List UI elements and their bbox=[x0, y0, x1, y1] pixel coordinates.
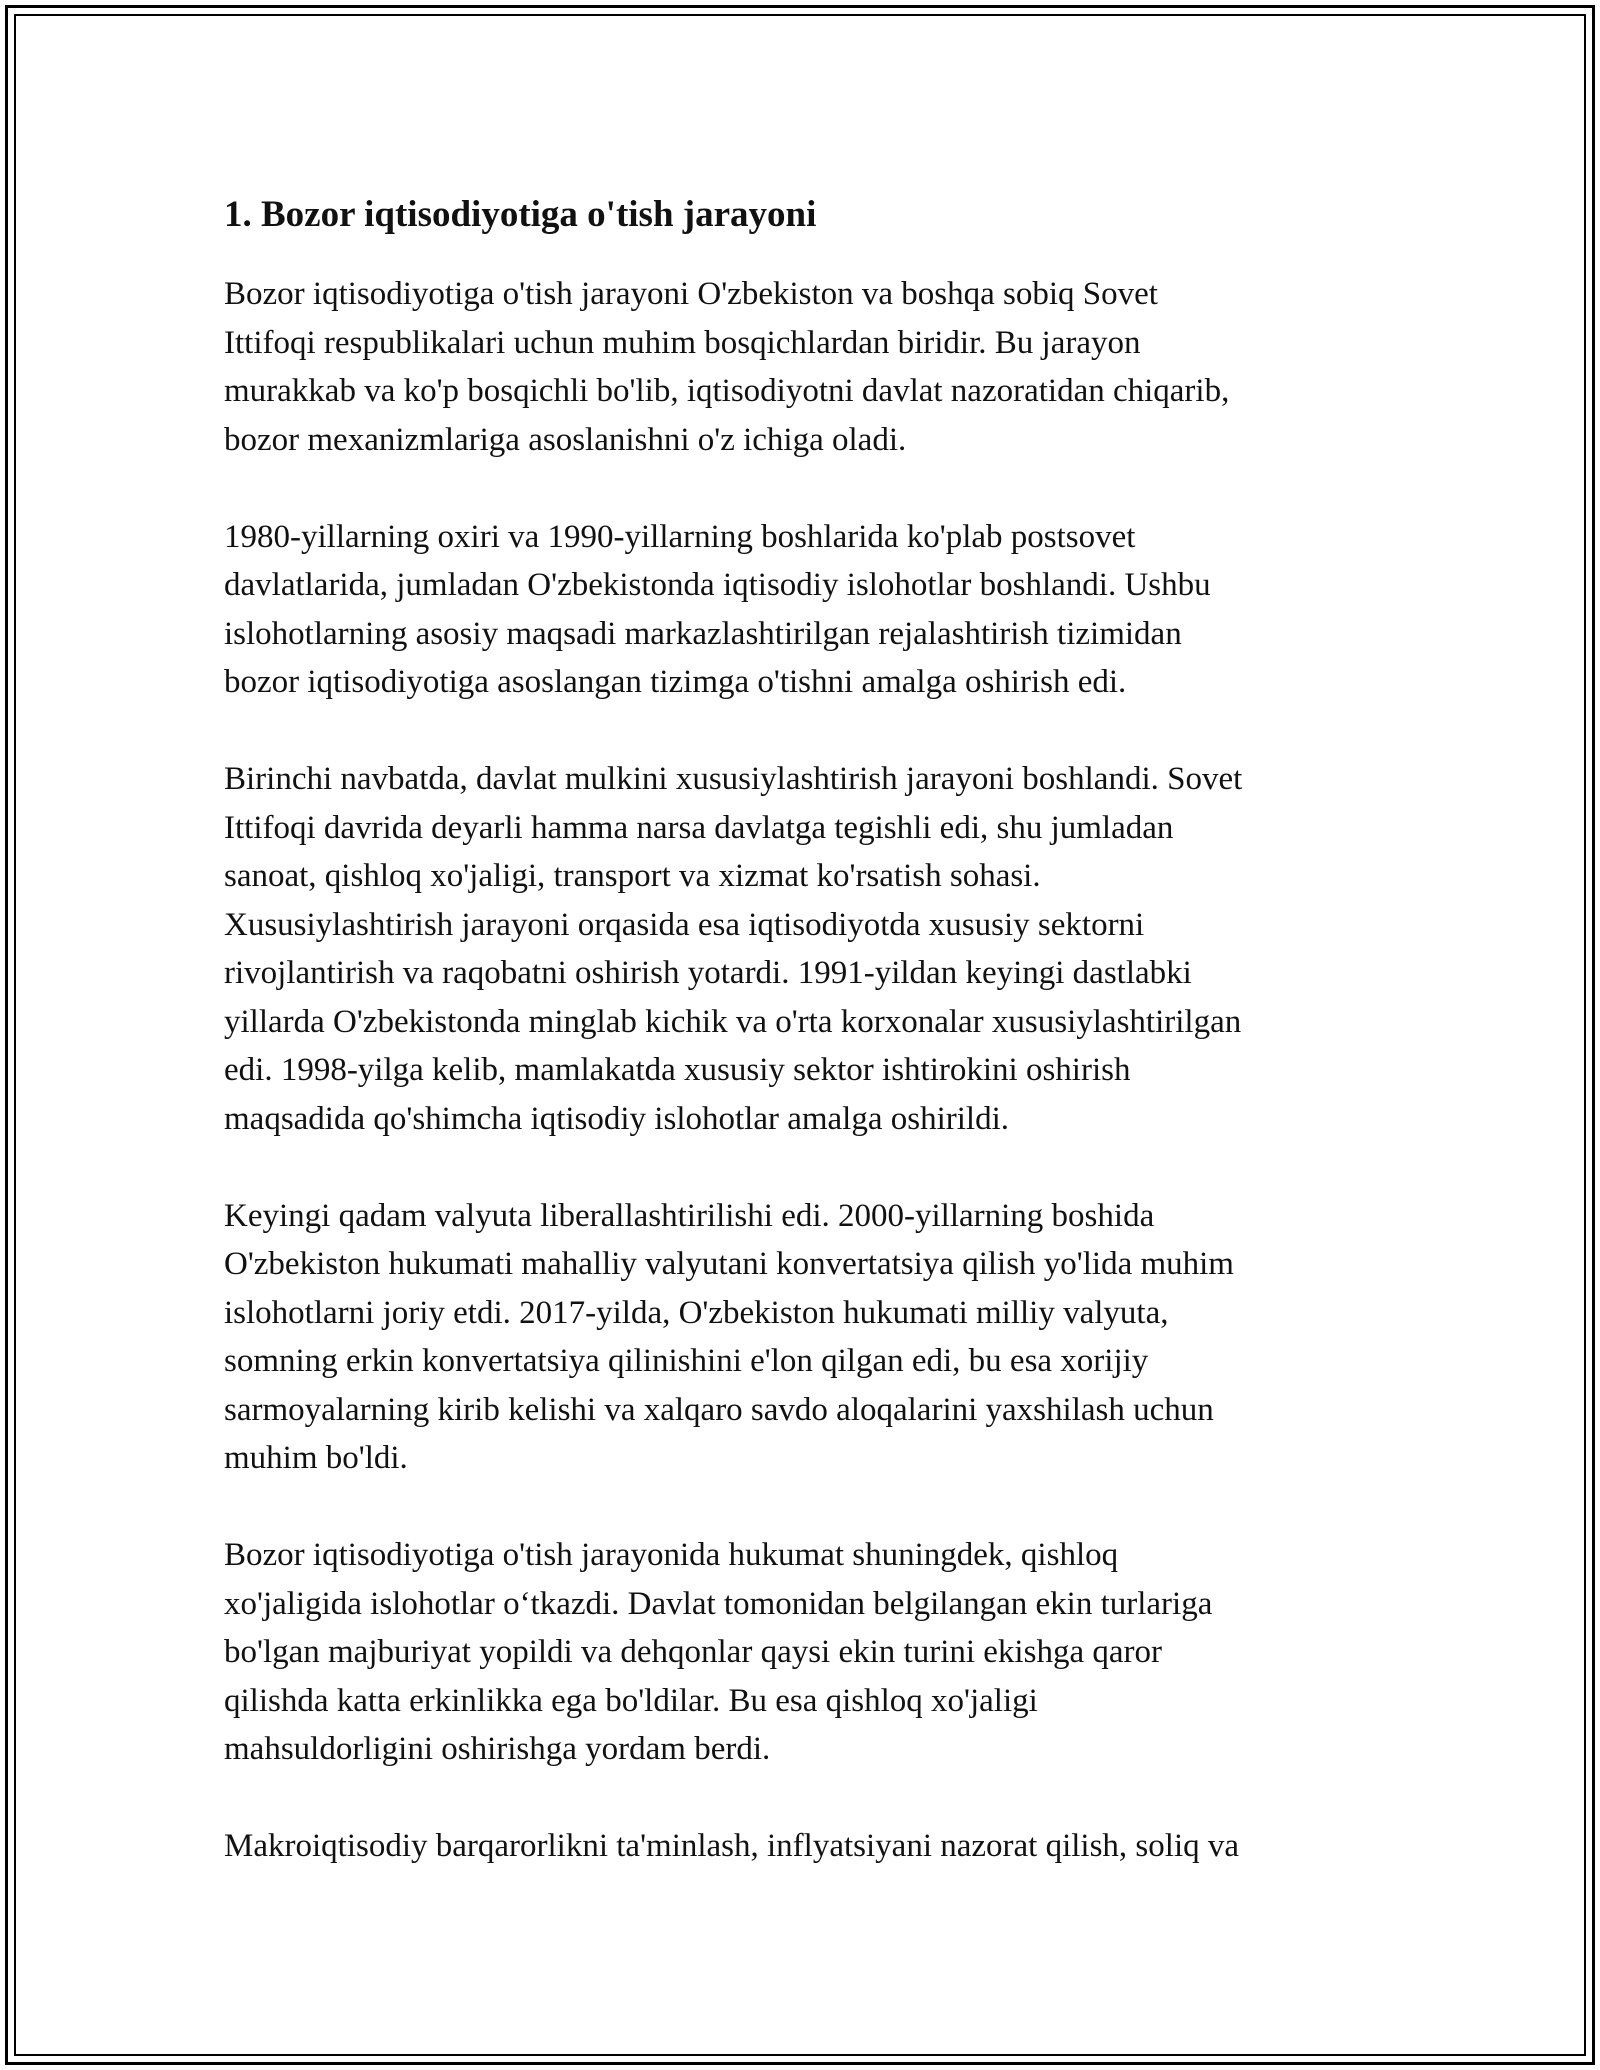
text-line: sanoat, qishloq xo'jaligi, transport va xizmat ko'rsatish sohasi. bbox=[224, 858, 1041, 894]
paragraph-5 bbox=[224, 1531, 1404, 1774]
text-line: bo'lgan majburiyat yopildi va dehqonlar qaysi ekin turini ekishga qaror bbox=[224, 1634, 1162, 1670]
text-line: O'zbekiston hukumati mahalliy valyutani konvertatsiya qilish yo'lida muhim bbox=[224, 1246, 1234, 1282]
text-line: xo'jaligida islohotlar o‘tkazdi. Davlat tomonidan belgilangan ekin turlariga bbox=[224, 1585, 1213, 1622]
text-line: rivojlantirish va raqobatni oshirish yotardi. 1991-yildan keyingi dastlabki bbox=[224, 955, 1192, 991]
text-line: bozor iqtisodiyotiga asoslangan tizimga o'tishni amalga oshirish edi. bbox=[224, 664, 1127, 700]
text-line: mahsuldorligini oshirishga yordam berdi. bbox=[224, 1731, 771, 1767]
paragraph-1 bbox=[224, 270, 1404, 464]
text-line: Ittifoqi respublikalari uchun muhim bosqichlardan biridir. Bu jarayon bbox=[224, 324, 1141, 361]
section-heading: 1. Bozor iqtisodiyotiga o'tish jarayoni bbox=[224, 194, 817, 235]
paragraph-6 bbox=[224, 1822, 1404, 1871]
text-line: qilishda katta erkinlikka ega bo'ldilar. Bu esa qishloq xo'jaligi bbox=[224, 1682, 1038, 1719]
text-line: islohotlarni joriy etdi. 2017-yilda, O'zbekiston hukumati milliy valyuta, bbox=[224, 1294, 1169, 1331]
text-line: Keyingi qadam valyuta liberallashtirilishi edi. 2000-yillarning boshida bbox=[224, 1197, 1155, 1234]
text-line: Xususiylashtirish jarayoni orqasida esa iqtisodiyotda xususiy sektorni bbox=[224, 906, 1145, 943]
document-body bbox=[224, 186, 1404, 1919]
text-line: edi. 1998-yilga kelib, mamlakatda xususiy sektor ishtirokini oshirish bbox=[224, 1052, 1131, 1088]
text-line: Ittifoqi davrida deyarli hamma narsa davlatga tegishli edi, shu jumladan bbox=[224, 809, 1174, 846]
text-line: muhim bo'ldi. bbox=[224, 1440, 408, 1476]
text-line: Makroiqtisodiy barqarorlikni ta'minlash, inflyatsiyani nazorat qilish, soliq va bbox=[224, 1828, 1240, 1864]
text-line: Bozor iqtisodiyotiga o'tish jarayonida hukumat shuningdek, qishloq bbox=[224, 1537, 1119, 1573]
text-line: davlatlarida, jumladan O'zbekistonda iqtisodiy islohotlar boshlandi. Ushbu bbox=[224, 567, 1211, 603]
paragraph-2 bbox=[224, 513, 1404, 707]
text-line: somning erkin konvertatsiya qilinishini e'lon qilgan edi, bu esa xorijiy bbox=[224, 1343, 1149, 1379]
text-line: 1980-yillarning oxiri va 1990-yillarning boshlarida ko'plab postsovet bbox=[224, 518, 1136, 555]
text-line: murakkab va ko'p bosqichli bo'lib, iqtisodiyotni davlat nazoratidan chiqarib, bbox=[224, 373, 1230, 409]
text-line: Bozor iqtisodiyotiga o'tish jarayoni O'zbekiston va boshqa sobiq Sovet bbox=[224, 276, 1158, 312]
text-line: sarmoyalarning kirib kelishi va xalqaro savdo aloqalarini yaxshilash uchun bbox=[224, 1391, 1214, 1428]
paragraph-3 bbox=[224, 755, 1404, 1143]
text-line: Birinchi navbatda, davlat mulkini xususiylashtirish jarayoni boshlandi. Sovet bbox=[224, 761, 1243, 797]
text-line: yillarda O'zbekistonda minglab kichik va o'rta korxonalar xususiylashtirilgan bbox=[224, 1003, 1242, 1040]
text-line: bozor mexanizmlariga asoslanishni o'z ichiga oladi. bbox=[224, 421, 907, 458]
text-line: maqsadida qo'shimcha iqtisodiy islohotlar amalga oshirildi. bbox=[224, 1100, 1009, 1137]
paragraph-4 bbox=[224, 1192, 1404, 1483]
text-line: islohotlarning asosiy maqsadi markazlashtirilgan rejalashtirish tizimidan bbox=[224, 615, 1182, 652]
